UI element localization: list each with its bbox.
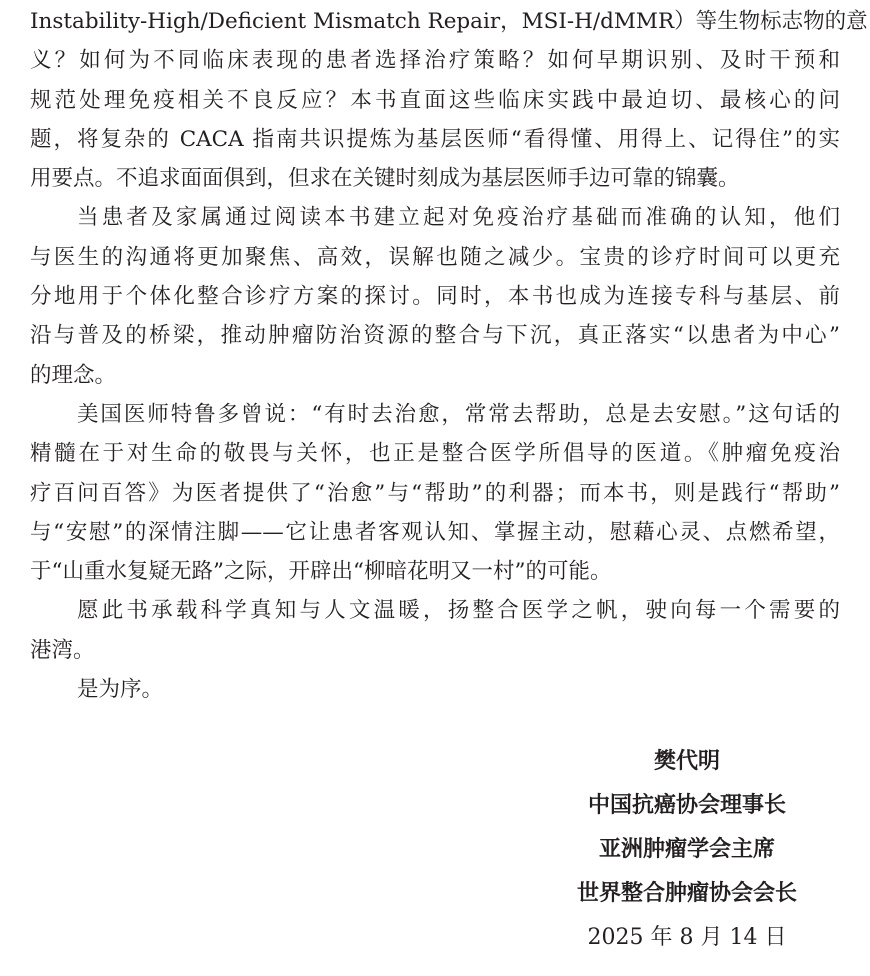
author-title: 世界整合肿瘤协会会长 xyxy=(576,881,797,906)
text-line: 义？如何为不同临床表现的患者选择治疗策略？如何早期识别、及时干预和 xyxy=(30,48,840,74)
text-line: 愿此书承载科学真知与人文温暖，扬整合医学之帆，驶向每一个需要的 xyxy=(77,598,840,624)
text-line: 规范处理免疫相关不良反应？本书直面这些临床实践中最迫切、最核心的问 xyxy=(30,87,840,113)
text-line: 精髓在于对生命的敬畏与关怀，也正是整合医学所倡导的医道。《肿瘤免疫治 xyxy=(30,441,840,467)
author-title: 亚洲肿瘤学会主席 xyxy=(598,837,775,862)
text-line: 当患者及家属通过阅读本书建立起对免疫治疗基础而准确的认知，他们 xyxy=(77,205,840,231)
paragraph-2 xyxy=(30,198,840,394)
author-title: 中国抗癌协会理事长 xyxy=(587,793,786,818)
text-line: 港湾。 xyxy=(30,637,95,663)
paragraph-3 xyxy=(30,395,840,591)
text-line: 与“安慰”的深情注脚——它让患者客观认知、掌握主动，慰藉心灵、点燃希望， xyxy=(30,519,840,545)
text-line: 于“山重水复疑无路”之际，开辟出“柳暗花明又一村”的可能。 xyxy=(30,559,612,585)
text-line: 与医生的沟通将更加聚焦、高效，误解也随之减少。宝贵的诊疗时间可以更充 xyxy=(30,244,840,270)
author-name: 樊代明 xyxy=(653,749,720,774)
text-line: 美国医师特鲁多曾说：“有时去治愈，常常去帮助，总是去安慰。”这句话的 xyxy=(77,401,840,427)
text-line: Instability-High/Deficient Mismatch Repair，MSI-H/dMMR）等生物标志物的意 xyxy=(30,9,868,34)
text-line: 分地用于个体化整合诊疗方案的探讨。同时，本书也成为连接专科与基层、前 xyxy=(30,284,840,310)
signature-date: 2025 年 8 月 14 日 xyxy=(587,925,787,950)
paragraph-4 xyxy=(30,591,840,670)
preface-body xyxy=(30,2,868,709)
paragraph-1 xyxy=(30,2,868,198)
paragraph-5 xyxy=(30,670,840,709)
text-line: 的理念。 xyxy=(30,362,117,388)
text-line: 是为序。 xyxy=(77,677,164,703)
text-line: 用要点。不追求面面俱到，但求在关键时刻成为基层医师手边可靠的锦囊。 xyxy=(30,166,740,192)
text-line: 疗百问百答》为医者提供了“治愈”与“帮助”的利器；而本书，则是践行“帮助” xyxy=(30,480,840,506)
text-line: 题，将复杂的 CACA 指南共识提炼为基层医师“看得懂、用得上、记得住”的实 xyxy=(30,126,840,152)
signature-block xyxy=(537,740,837,960)
text-line: 沿与普及的桥梁，推动肿瘤防治资源的整合与下沉，真正落实“以患者为中心” xyxy=(30,323,840,349)
